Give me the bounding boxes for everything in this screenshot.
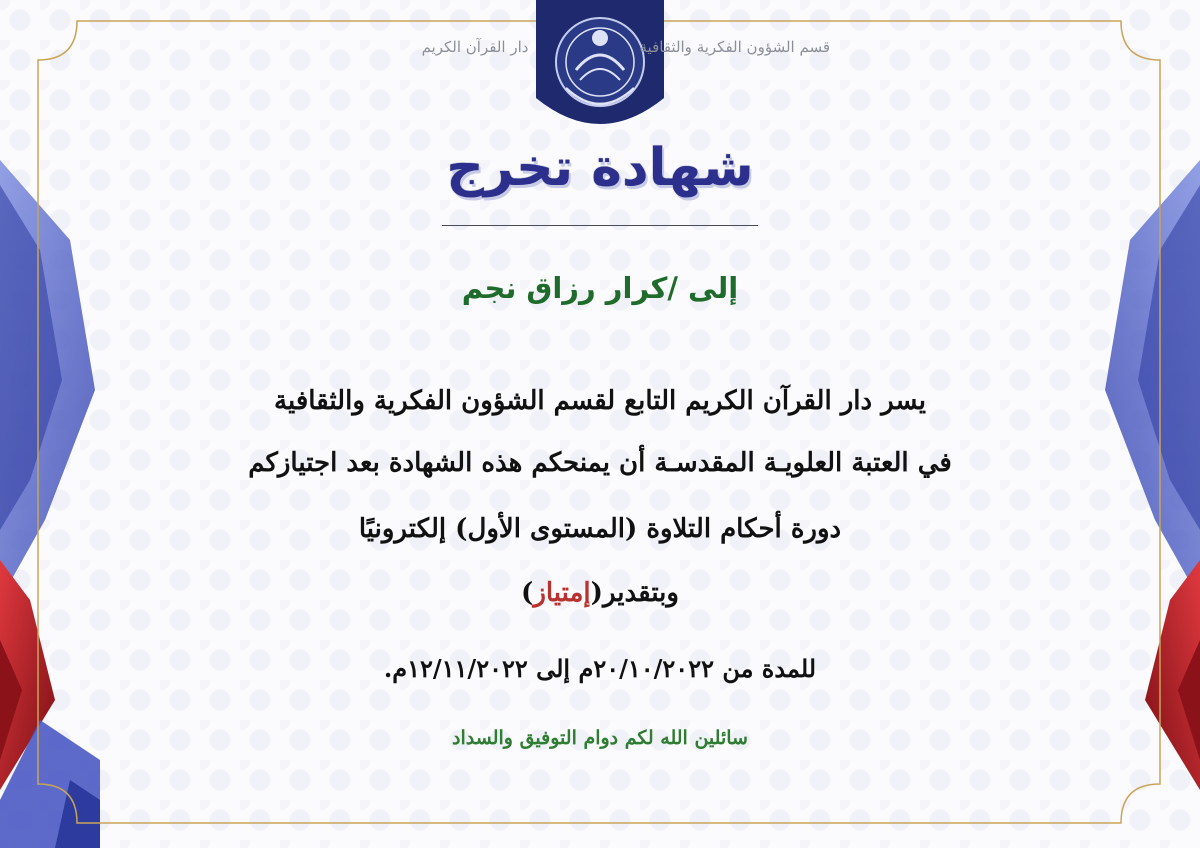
department-caption: قسم الشؤون الفكرية والثقافية (639, 38, 830, 56)
grade-close-paren: ) (521, 578, 534, 608)
body-line-2: في العتبة العلويـة المقدسـة أن يمنحكم هذه الشهادة بعد اجتيازكم (248, 448, 952, 478)
shrine-emblem-logo (536, 0, 664, 132)
grade-prefix: وبتقدير (602, 578, 679, 608)
closing-wish: سائلين الله لكم دوام التوفيق والسداد (452, 727, 748, 749)
course-period: للمدة من ٢٠/١٠/٢٠٢٢م إلى ١٢/١١/٢٠٢٢م. (383, 654, 817, 683)
grade-value: إمتياز (533, 578, 591, 608)
body-line-3: دورة أحكام التلاوة (المستوى الأول) إلكترونيًا (358, 514, 842, 544)
grade-open-paren: ( (590, 578, 603, 608)
certificate-title: شهادة تخرج (446, 138, 754, 198)
body-line-1: يسر دار القرآن الكريم التابع لقسم الشؤون الفكرية والثقافية (274, 386, 926, 416)
grade-line (110, 578, 1090, 608)
quran-house-caption: دار القرآن الكريم (421, 38, 529, 56)
title-divider (442, 225, 758, 226)
recipient-name: إلى /كرار رزاق نجم (461, 271, 739, 305)
